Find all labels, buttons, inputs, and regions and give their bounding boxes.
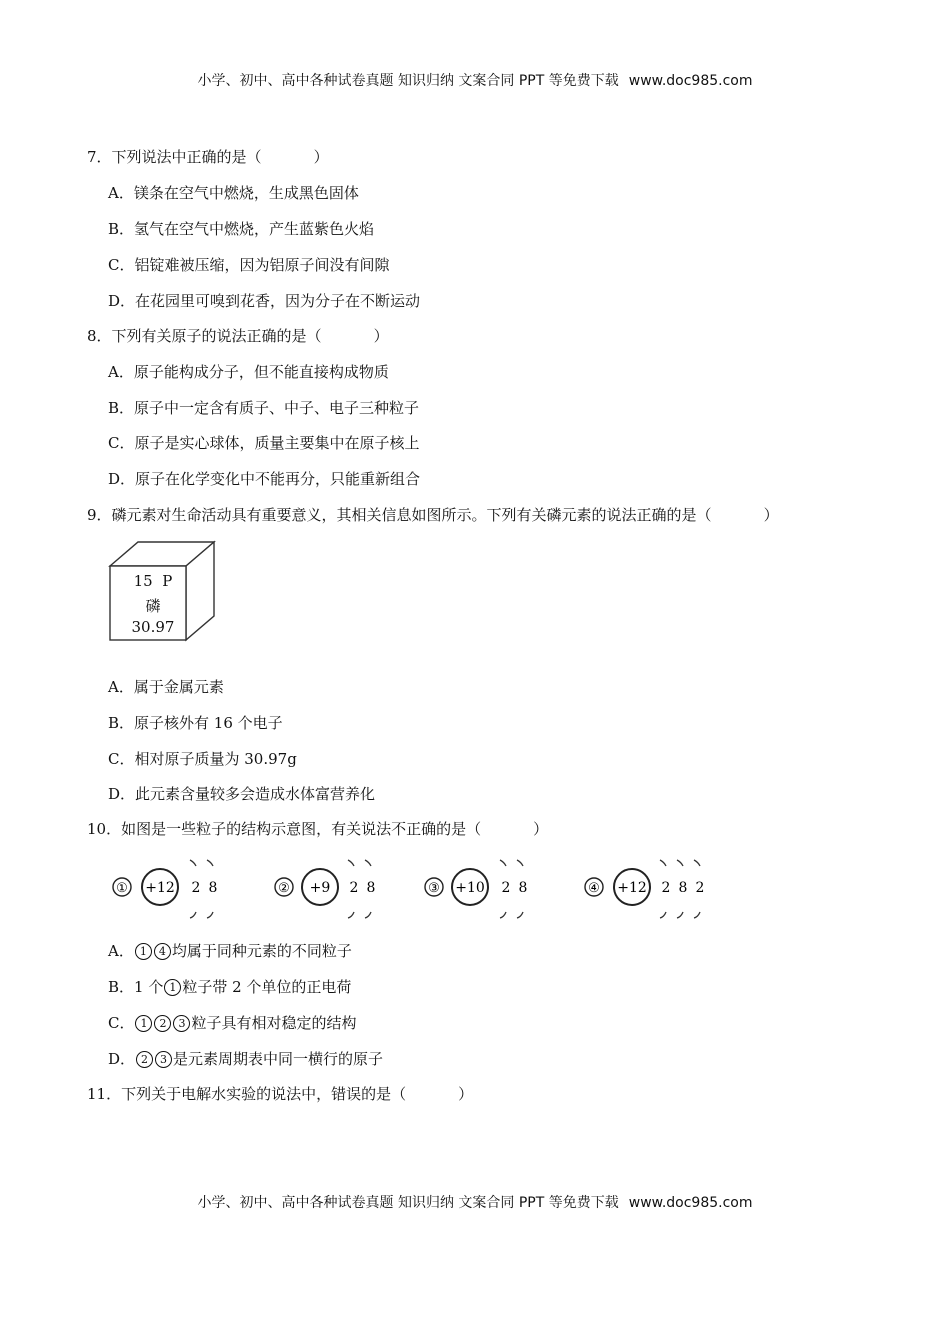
element-number-symbol	[112, 572, 194, 590]
structure-label: ②	[278, 881, 290, 896]
header-url: www.doc985.com	[628, 73, 753, 89]
option-9d: D．此元素含量较多会造成水体富营养化	[108, 785, 376, 803]
atom-structure-1	[110, 852, 230, 922]
page-header	[0, 70, 950, 90]
question-11	[87, 1083, 473, 1104]
atom-structure-4	[582, 852, 722, 922]
option-10b: B．1 个 1 粒子带 2 个单位的正电荷	[108, 978, 352, 996]
atom-structure-2	[272, 852, 392, 922]
circled-number: 4	[154, 943, 171, 960]
shell-electrons: 2	[191, 880, 201, 896]
option-10d: D． 2 3 是元素周期表中同一横行的原子	[108, 1050, 384, 1068]
shell-electrons: 2	[501, 880, 511, 896]
nucleus-charge: +12	[617, 880, 647, 896]
question-stem: 下列关于电解水实验的说法中，错误的是（	[121, 1085, 407, 1103]
option-7a: A．镁条在空气中燃烧，生成黑色固体	[108, 184, 359, 202]
question-number: 10．	[87, 820, 122, 838]
answer-paren: ）	[458, 1085, 474, 1103]
question-number: 7．	[87, 148, 112, 166]
answer-paren: ）	[313, 148, 329, 166]
question-number: 8．	[87, 327, 112, 345]
header-text: 小学、初中、高中各种试卷真题 知识归纳 文案合同 PPT 等免费下载	[197, 73, 619, 89]
footer-text: 小学、初中、高中各种试卷真题 知识归纳 文案合同 PPT 等免费下载	[197, 1195, 619, 1211]
option-8d: D．原子在化学变化中不能再分，只能重新组合	[108, 470, 421, 488]
question-stem: 磷元素对生命活动具有重要意义，其相关信息如图所示。下列有关磷元素的说法正确的是（	[111, 506, 712, 524]
question-stem: 下列说法中正确的是（	[111, 148, 262, 166]
option-9a: A．属于金属元素	[108, 678, 224, 696]
atomic-number: 15	[133, 572, 153, 590]
answer-paren: ）	[373, 327, 389, 345]
question-7	[87, 146, 329, 167]
structure-label: ④	[588, 881, 600, 896]
answer-paren: ）	[763, 506, 779, 524]
atomic-mass: 30.97	[131, 618, 175, 636]
option-8b: B．原子中一定含有质子、中子、电子三种粒子	[108, 399, 420, 417]
page-footer	[0, 1192, 950, 1212]
circled-number: 1	[164, 979, 181, 996]
question-9	[87, 504, 779, 525]
option-10a: A． 1 4 均属于同种元素的不同粒子	[108, 942, 352, 960]
circled-number: 3	[155, 1051, 172, 1068]
circled-number: 3	[173, 1015, 190, 1032]
shell-electrons: 8	[678, 880, 688, 896]
structure-label: ①	[116, 881, 128, 896]
option-7b: B．氢气在空气中燃烧，产生蓝紫色火焰	[108, 220, 375, 238]
shell-electrons: 8	[366, 880, 376, 896]
element-name: 磷	[145, 597, 161, 615]
shell-electrons: 2	[349, 880, 359, 896]
option-9c: C．相对原子质量为 30.97g	[108, 750, 297, 768]
question-stem: 下列有关原子的说法正确的是（	[111, 327, 322, 345]
circled-number: 2	[154, 1015, 171, 1032]
nucleus-charge: +9	[309, 880, 331, 896]
shell-electrons: 2	[661, 880, 671, 896]
question-stem: 如图是一些粒子的结构示意图，有关说法不正确的是（	[121, 820, 482, 838]
nucleus-charge: +10	[455, 880, 485, 896]
shell-electrons: 2	[695, 880, 705, 896]
option-7c: C．铝锭难被压缩，因为铝原子间没有间隙	[108, 256, 390, 274]
option-9b: B．原子核外有 16 个电子	[108, 714, 283, 732]
question-10	[87, 818, 548, 839]
circled-number: 1	[135, 1015, 152, 1032]
question-number: 11．	[87, 1085, 122, 1103]
option-8c: C．原子是实心球体，质量主要集中在原子核上	[108, 434, 420, 452]
element-symbol: P	[162, 572, 173, 590]
option-8a: A．原子能构成分子，但不能直接构成物质	[108, 363, 389, 381]
option-10c: C． 1 2 3 粒子具有相对稳定的结构	[108, 1014, 357, 1032]
circled-number: 2	[136, 1051, 153, 1068]
option-7d: D．在花园里可嗅到花香，因为分子在不断运动	[108, 292, 421, 310]
atom-structure-3	[422, 852, 542, 922]
question-8	[87, 325, 389, 346]
nucleus-charge: +12	[145, 880, 175, 896]
answer-paren: ）	[533, 820, 549, 838]
shell-electrons: 8	[208, 880, 218, 896]
shell-electrons: 8	[518, 880, 528, 896]
footer-url: www.doc985.com	[628, 1195, 753, 1211]
question-number: 9．	[87, 506, 112, 524]
circled-number: 1	[135, 943, 152, 960]
structure-label: ③	[428, 881, 440, 896]
